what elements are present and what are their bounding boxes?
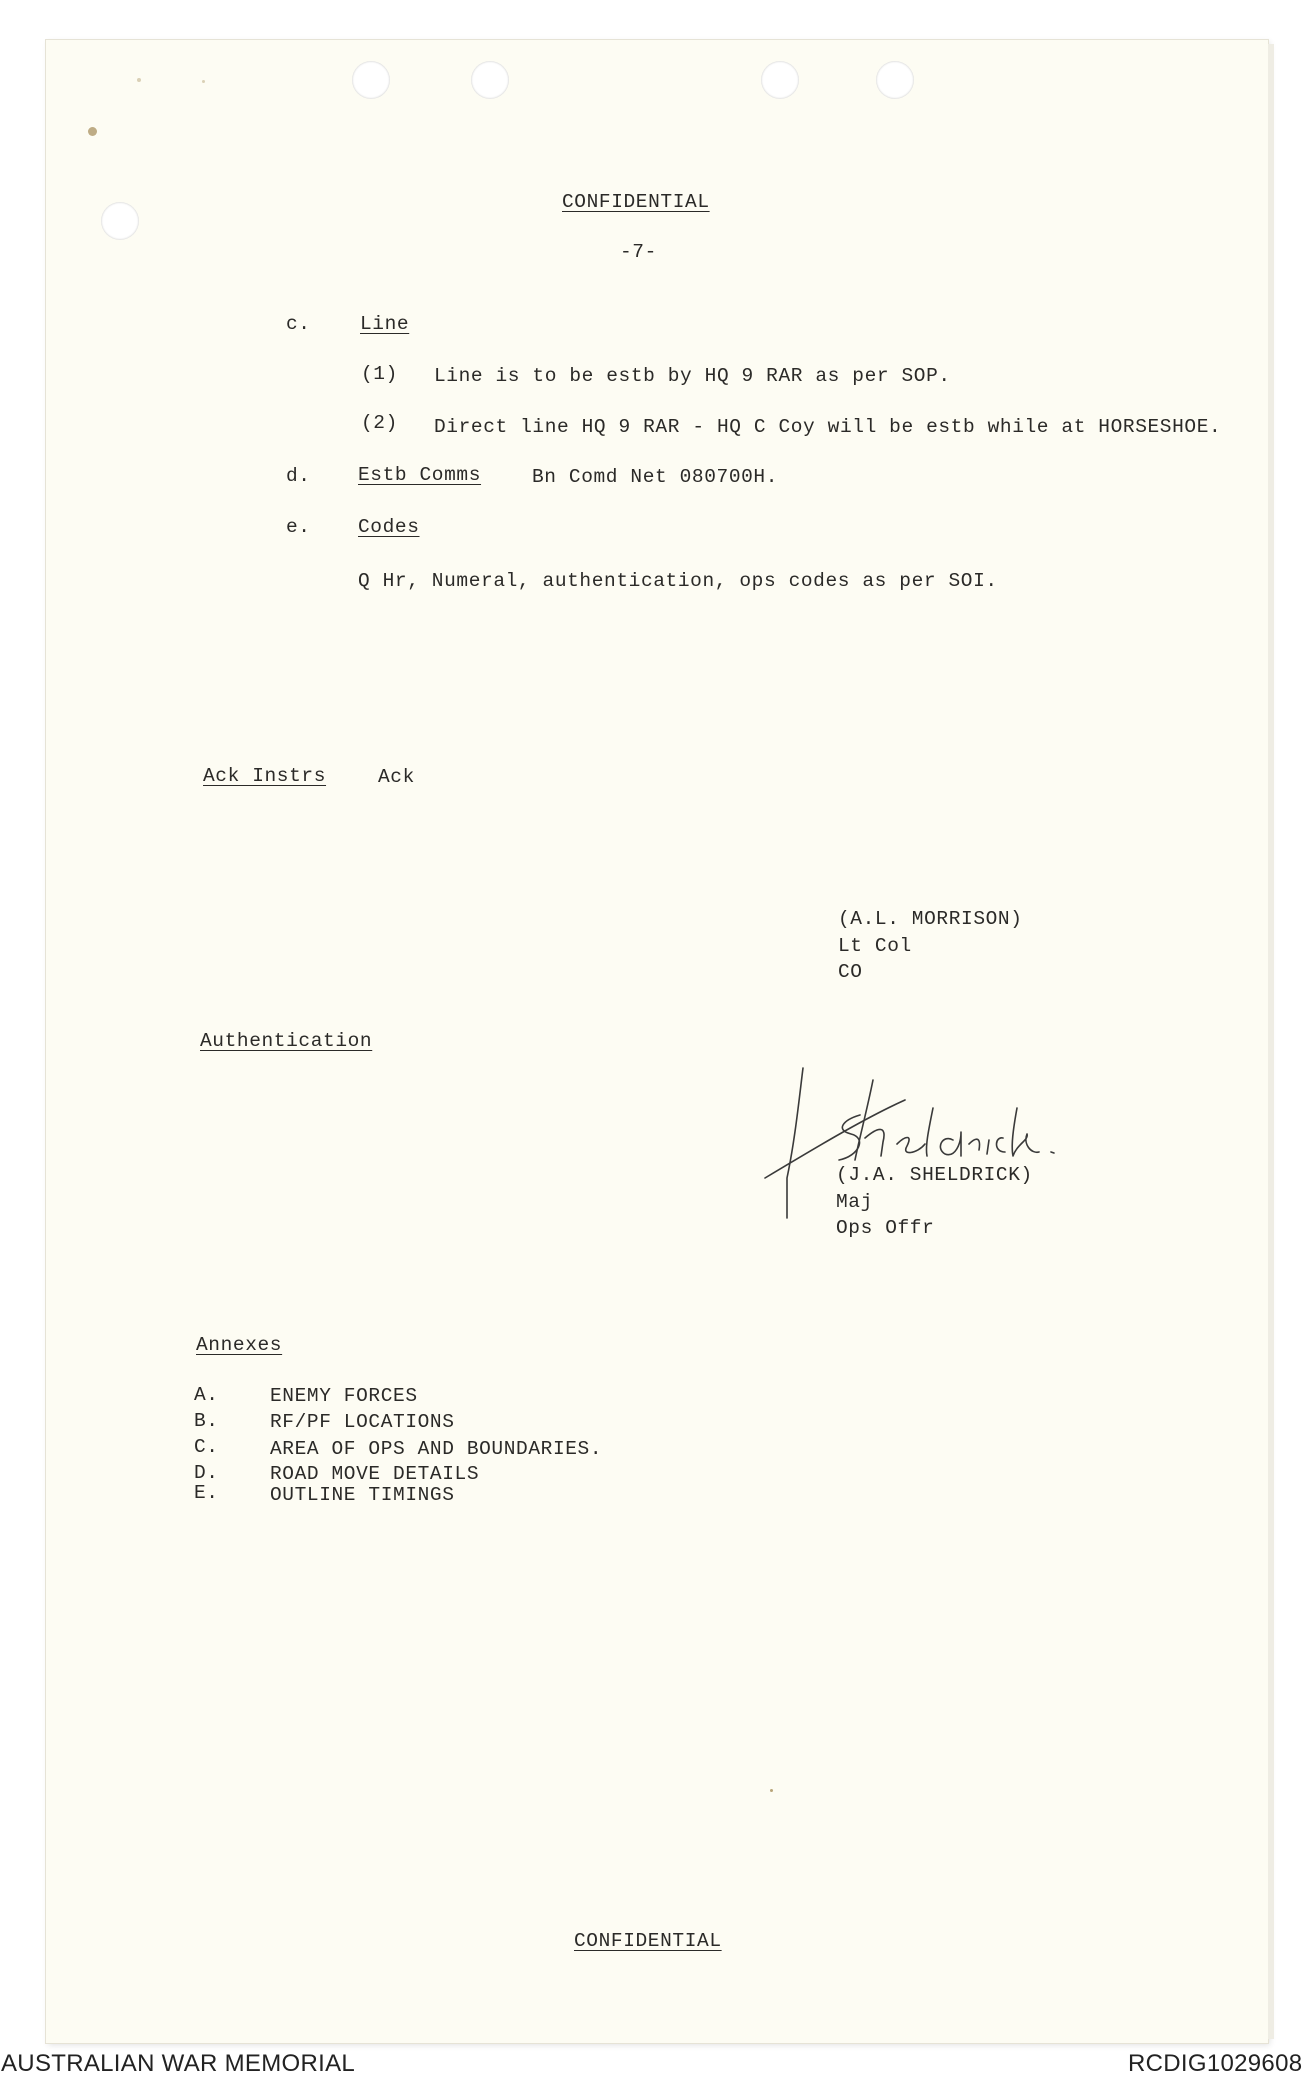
classification-footer: CONFIDENTIAL xyxy=(574,1930,722,1952)
section-text: Bn Comd Net 080700H. xyxy=(532,466,779,488)
authenticator-appointment: Ops Offr xyxy=(836,1217,935,1239)
commander-appointment: CO xyxy=(838,961,863,983)
annex-text: AREA OF OPS AND BOUNDARIES. xyxy=(270,1438,603,1460)
page-edge xyxy=(1268,44,1274,2039)
authentication-label: Authentication xyxy=(200,1030,373,1052)
signature xyxy=(755,1060,1115,1220)
punch-hole xyxy=(101,202,139,240)
section-letter: c. xyxy=(286,313,311,335)
punch-hole xyxy=(352,61,390,99)
list-item-text: Line is to be estb by HQ 9 RAR as per SOP. xyxy=(434,365,951,387)
archive-name: AUSTRALIAN WAR MEMORIAL xyxy=(1,2050,356,2077)
commander-name: (A.L. MORRISON) xyxy=(838,908,1023,930)
classification-header: CONFIDENTIAL xyxy=(562,191,710,213)
ack-value: Ack xyxy=(378,766,415,788)
list-item-text: Direct line HQ 9 RAR - HQ C Coy will be estb while at HORSESHOE. xyxy=(434,416,1222,438)
annex-letter: A. xyxy=(194,1384,219,1406)
section-letter: e. xyxy=(286,516,311,538)
punch-hole xyxy=(761,61,799,99)
commander-rank: Lt Col xyxy=(838,935,912,957)
annex-text: ROAD MOVE DETAILS xyxy=(270,1463,480,1485)
annex-letter: D. xyxy=(194,1462,219,1484)
annexes-label: Annexes xyxy=(196,1334,283,1356)
stain xyxy=(88,127,97,136)
archive-reference: RCDIG1029608 xyxy=(1128,2050,1303,2077)
section-title: Line xyxy=(360,313,410,335)
punch-hole xyxy=(876,61,914,99)
annex-letter: C. xyxy=(194,1436,219,1458)
ack-label: Ack Instrs xyxy=(203,765,327,787)
list-item-number: (1) xyxy=(361,363,398,385)
section-text: Q Hr, Numeral, authentication, ops codes as per SOI. xyxy=(358,570,998,592)
punch-hole xyxy=(471,61,509,99)
list-item-number: (2) xyxy=(361,412,398,434)
annex-letter: B. xyxy=(194,1410,219,1432)
authenticator-rank: Maj xyxy=(836,1191,873,1213)
stain xyxy=(137,78,141,82)
section-title: Estb Comms xyxy=(358,464,482,486)
section-letter: d. xyxy=(286,465,311,487)
annex-text: RF/PF LOCATIONS xyxy=(270,1411,455,1433)
stain xyxy=(202,80,205,83)
section-title: Codes xyxy=(358,516,420,538)
annex-text: OUTLINE TIMINGS xyxy=(270,1484,455,1506)
annex-letter: E. xyxy=(194,1482,219,1504)
page-number: -7- xyxy=(620,241,657,263)
authenticator-name: (J.A. SHELDRICK) xyxy=(836,1164,1033,1186)
stain xyxy=(770,1789,773,1792)
annex-text: ENEMY FORCES xyxy=(270,1385,418,1407)
